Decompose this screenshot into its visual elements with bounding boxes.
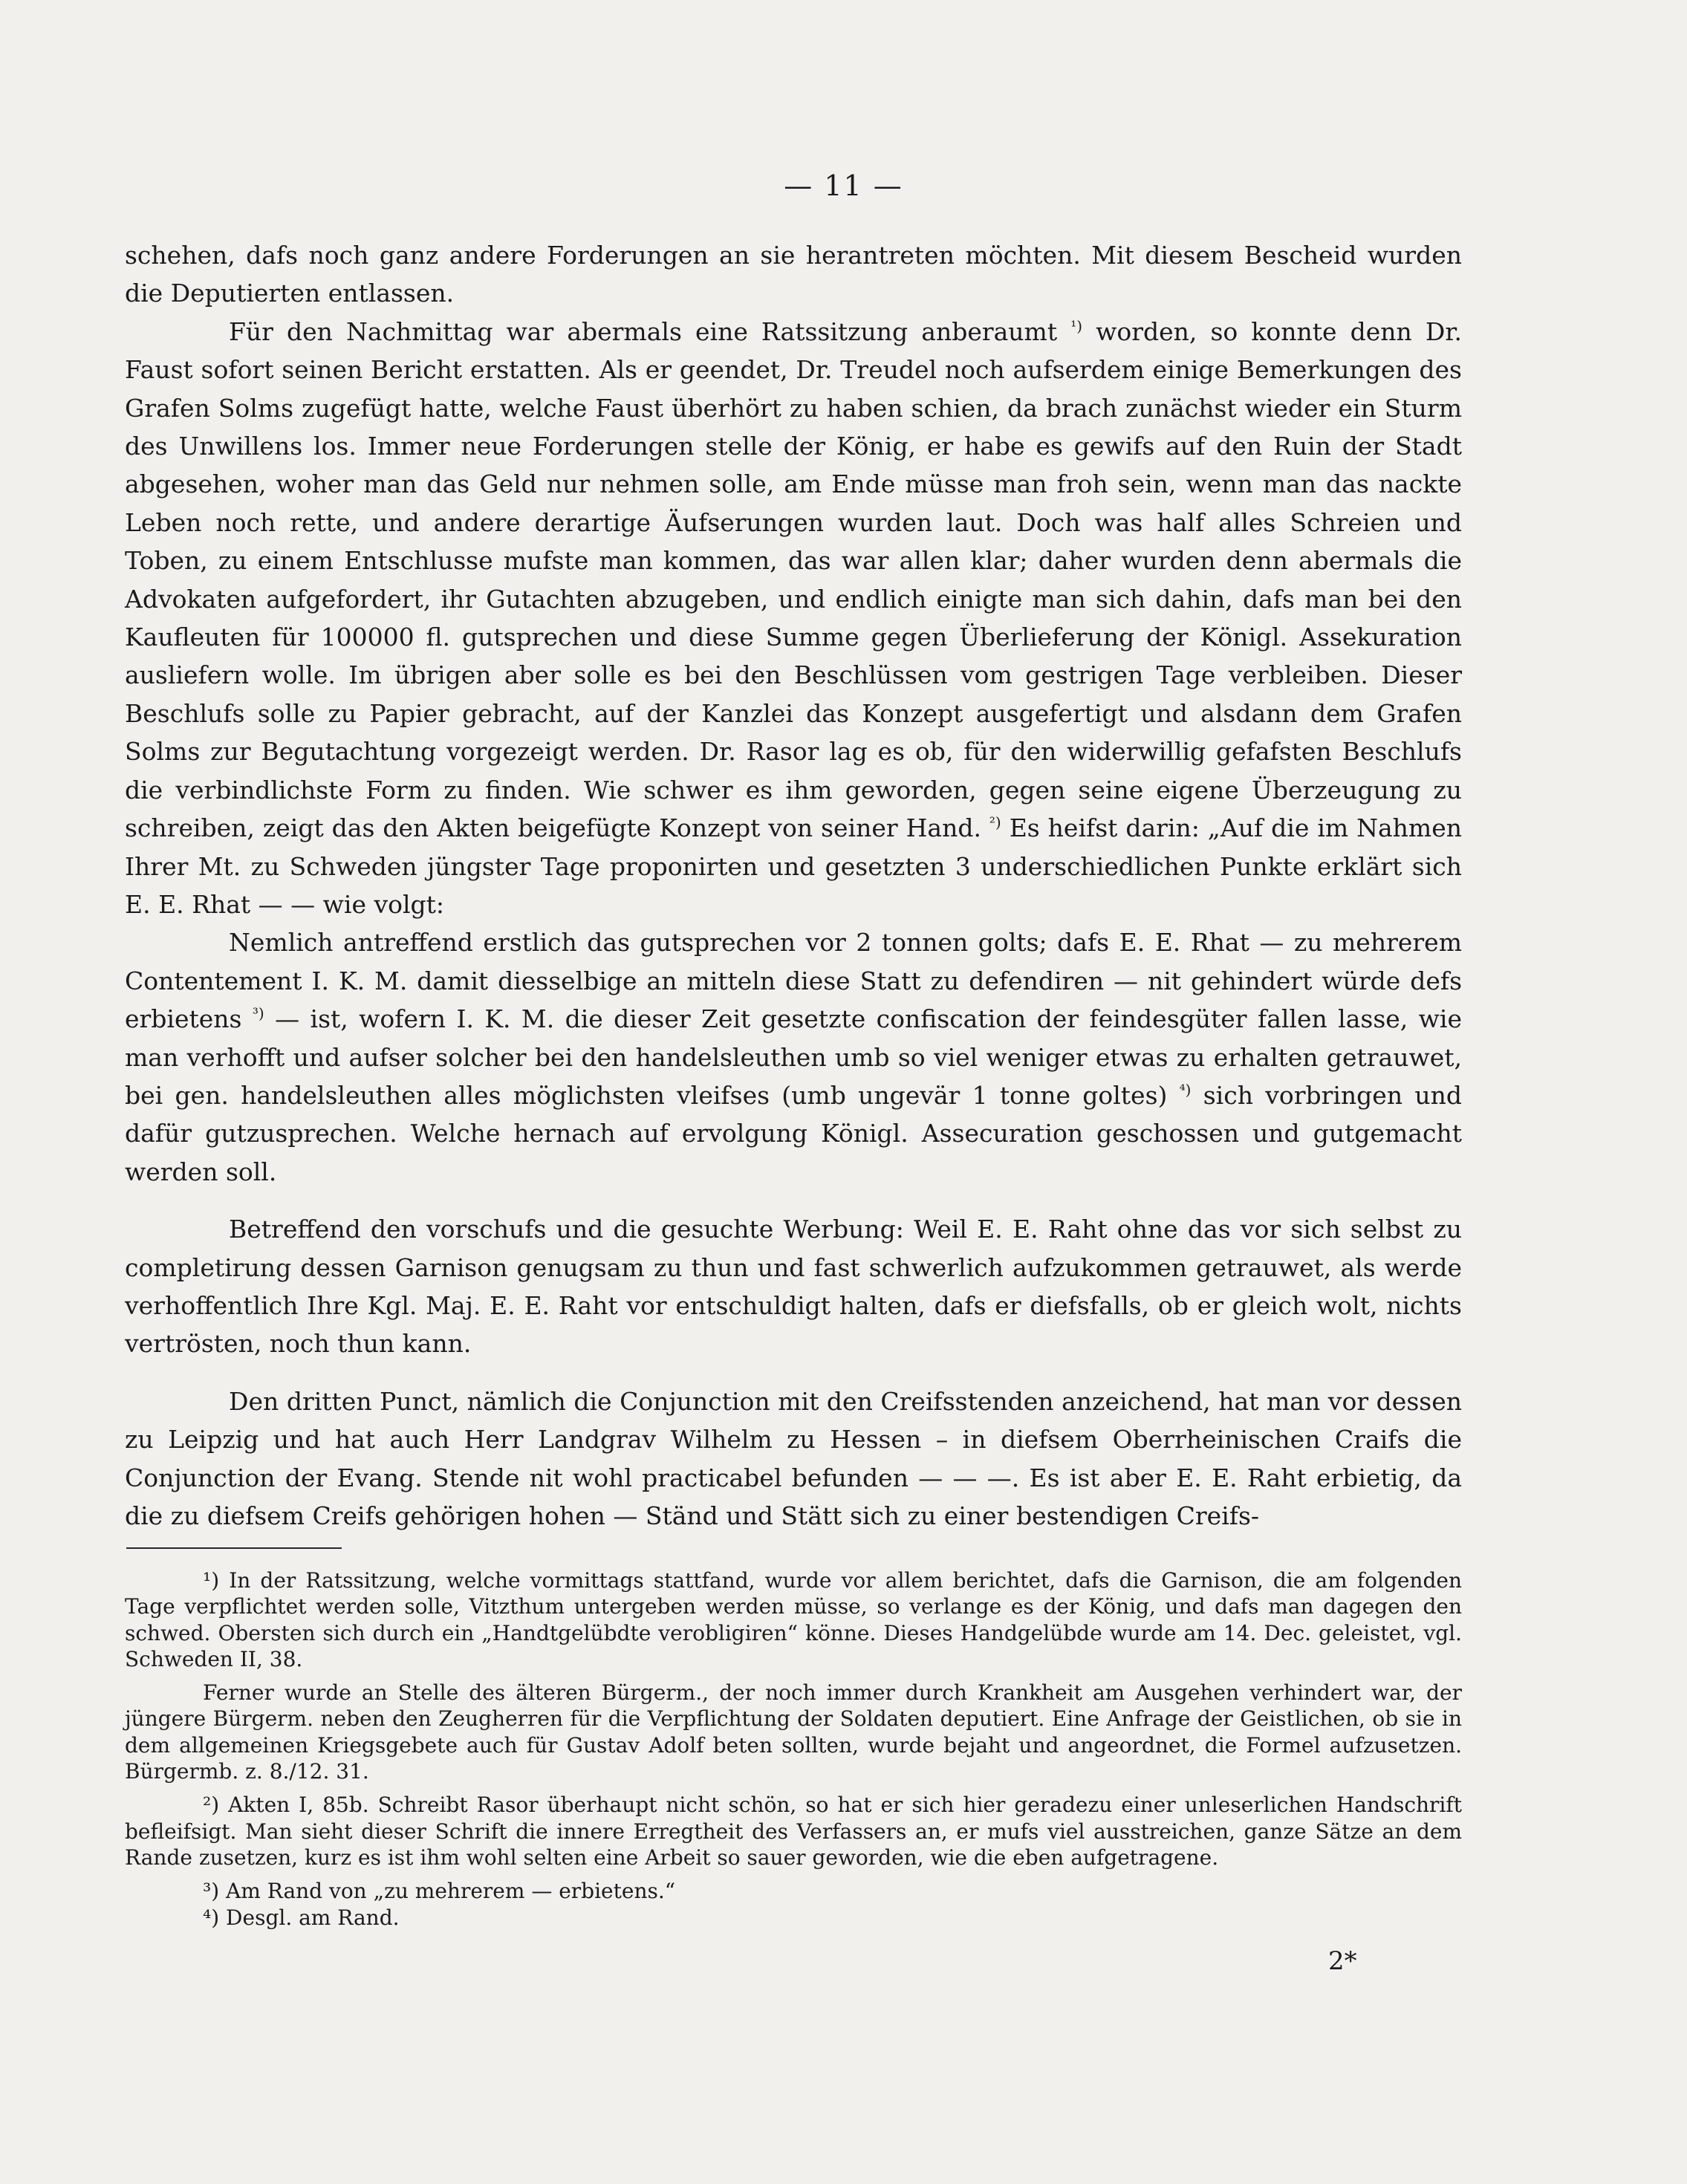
text-run: worden, so konnte denn Dr. Faust sofort seinen Bericht erstatten. Als er geendet, Dr. Treudel noch aufserdem einige Bemerkungen des Grafen Solms zugefügt hatte, welche Faust überhört zu haben schien, da brach zunächst wieder ein Sturm des Unwillens los. Immer neue Forderungen stelle der König, er habe es gewifs auf den Ruin der Stadt abgesehen, woher man das Geld nur nehmen solle, am Ende müsse man froh sein, wenn man das nackte Leben noch rette, und andere derartige Äufserungen wurden laut. Doch was half alles Schreien und Toben, zu einem Entschlusse mufste man kommen, das war allen klar; daher wurden denn abermals die Advokaten aufgefordert, ihr Gutachten abzugeben, und endlich einigte man sich dahin, dafs man bei den Kaufleuten für 100000 fl. gutsprechen und diese Summe gegen Überlieferung der Königl. Assekuration ausliefern wolle. Im übrigen aber solle es bei den Beschlüssen vom gestrigen Tage verbleiben. Dieser Beschlufs solle zu Papier gebracht, auf der Kanzlei das Konzept ausgefertigt und alsdann dem Grafen Solms zur Begutachtung vorgezeigt werden. Dr. Rasor lag es ob, für den widerwillig gefafsten Beschlufs die verbindlichste Form zu finden. Wie schwer es ihm geworden, gegen seine eigene Überzeugung zu schreiben, zeigt das den Akten beigefügte Konzept von seiner Hand. — [125, 316, 1462, 843]
footnote-ref: ¹) — [1070, 316, 1083, 335]
page-number: — 11 — — [784, 169, 903, 202]
footnotes — [125, 1567, 1462, 1931]
paragraph — [125, 313, 1462, 924]
text-run: sich vorbringen und dafür gutzusprechen. Welche hernach auf ervolgung Königl. Assecuration geschossen und gutgemacht werden soll. — [125, 1080, 1462, 1186]
text-run: Nemlich antreffend erstlich das gutsprechen vor 2 tonnen golts; dafs E. E. Rhat — zu mehrerem Contentement I. K. M. damit diesselbige an mitteln diese Statt zu defendiren — nit gehindert würde defs erbietens — [125, 928, 1462, 1034]
footnote-ref: ²) — [989, 813, 1001, 832]
footnote-ref: ³) — [252, 1004, 264, 1023]
footnote-divider — [126, 1547, 342, 1549]
text-run: Für den Nachmittag war abermals eine Ratssitzung anberaumt — [229, 316, 1058, 346]
text-run: Es heifst darin: „Auf die im Nahmen Ihrer Mt. zu Schweden jüngster Tage proponirten und gesetzten 3 underschiedlichen Punkte erklärt sich E. E. Rhat — — wie volgt: — [125, 813, 1462, 919]
footnote: ⁴) Desgl. am Rand. — [203, 1905, 400, 1930]
text-run: — ist, wofern I. K. M. die dieser Zeit gesetzte confiscation der feindesgüter fallen lasse, wie man verhofft und aufser solcher bei den handelsleuthen umb so viel weniger etwas zu erhalten getrauwet, bei gen. handelsleuthen alles möglichsten vleifses (umb ungevär 1 tonne goltes) — [125, 1004, 1462, 1110]
main-text — [125, 236, 1462, 1535]
footnote: Ferner wurde an Stelle des älteren Bürgerm., der noch immer durch Krankheit am Ausgehen verhindert war, der jüngere Bürgerm. neben den Zeugherren für die Verpflichtung der Soldaten deputiert. Eine Anfrage der Geistlichen, ob sie in dem allgemeinen Kriegsgebete auch für Gustav Adolf beten sollten, wurde bejaht und angeordnet, die Formel aufzusetzen. Bürgermb. z. 8./12. 31. — [125, 1680, 1462, 1784]
paragraph: schehen, dafs noch ganz andere Forderungen an sie herantreten möchten. Mit diesem Bescheid wurden die Deputierten entlassen. — [125, 241, 1462, 308]
footnote-ref: ⁴) — [1179, 1080, 1192, 1099]
footnote: ²) Akten I, 85b. Schreibt Rasor überhaupt nicht schön, so hat er sich hier geradezu einer unleserlichen Handschrift befleifsigt. Man sieht dieser Schrift die innere Erregtheit des Verfassers an, er mufs viel ausstreichen, ganze Sätze an dem Rande zusetzen, kurz es ist ihm wohl selten eine Arbeit so sauer geworden, wie die eben aufgetragene. — [125, 1793, 1462, 1870]
footnote: ³) Am Rand von „zu mehrerem — erbietens.“ — [203, 1879, 676, 1904]
paragraph — [125, 923, 1462, 1191]
footnote: ¹) In der Ratssitzung, welche vormittags stattfand, wurde vor allem berichtet, dafs die Garnison, die am folgenden Tage verpflichtet werden solle, Vitzthum untergeben werden müsse, so verlange es der König, und dafs man dagegen den schwed. Obersten sich durch ein „Handtgelübdte verobligiren“ könne. Dieses Handgelübde wurde am 14. Dec. geleistet, vgl. Schweden II, 38. — [125, 1568, 1462, 1671]
signature-mark: 2* — [1328, 1946, 1357, 1976]
paragraph: Betreffend den vorschufs und die gesuchte Werbung: Weil E. E. Raht ohne das vor sich selbst zu completirung dessen Garnison genugsam zu thun und fast schwerlich aufzukommen getrauwet, als werde verhoffentlich Ihre Kgl. Maj. E. E. Raht vor entschuldigt halten, dafs er diefsfalls, ob er gleich wolt, nichts vertrösten, noch thun kann. — [125, 1215, 1462, 1359]
paragraph: Den dritten Punct, nämlich die Conjunction mit den Creifsstenden anzeichend, hat man vor dessen zu Leipzig und hat auch Herr Landgrav Wilhelm zu Hessen – in diefsem Oberrheinischen Craifs die Conjunction der Evang. Stende nit wohl practicabel befunden — — —. Es ist aber E. E. Raht erbietig, da die zu diefsem Creifs gehörigen hohen — Ständ und Stätt sich zu einer bestendigen Creifs- — [125, 1386, 1462, 1530]
